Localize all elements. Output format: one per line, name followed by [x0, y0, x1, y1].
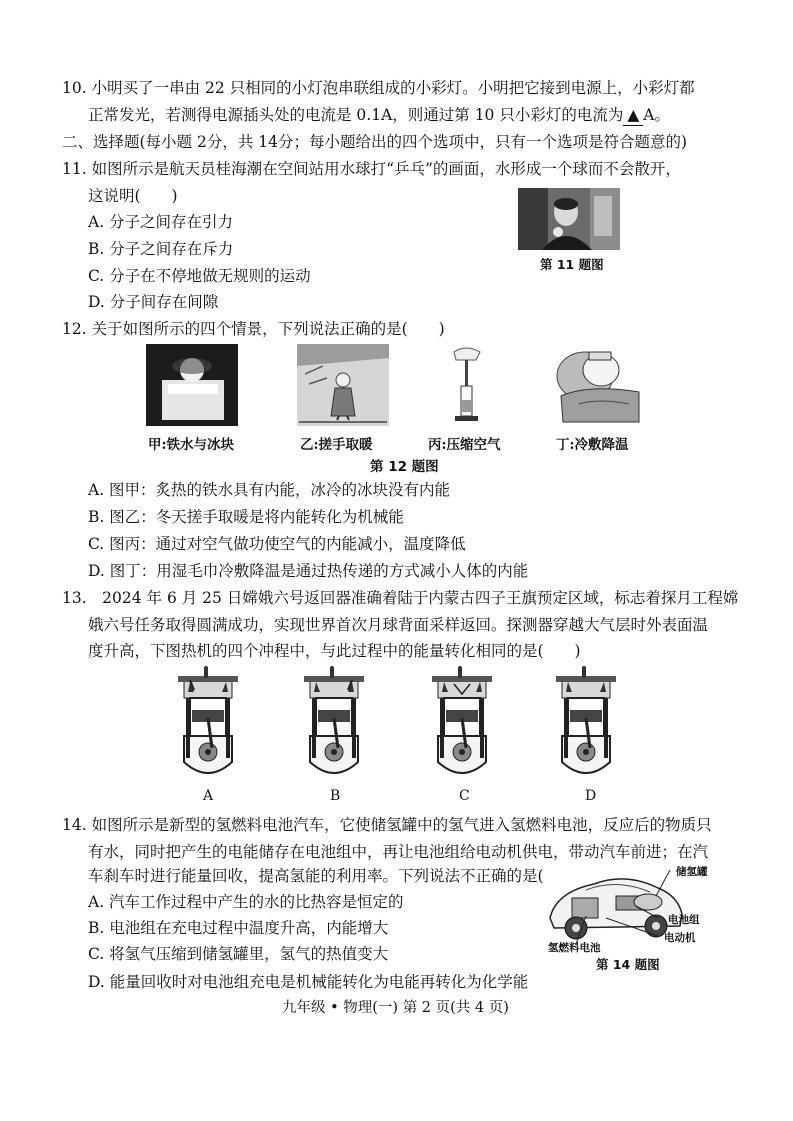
section-heading: 二、选择题(每小题 2分，共 14分；每小题给出的四个选项中，只有一个选项是符合题意的) — [62, 133, 688, 151]
q10-line-1: 10. 小明买了一串由 22 只相同的小灯泡串联组成的小彩灯。小明把它接到电源上，小彩灯都 — [62, 79, 695, 97]
q14-line-3: 车刹车时进行能量回收，提高氢能的利用率。下列说法不正确的是( — [88, 867, 544, 885]
q12-label-jia: 甲:铁水与冰块 — [148, 437, 234, 453]
q10-line-2-text: 正常发光，若测得电源插头处的电流是 0.1A，则通过第 10 只小彩灯的电流为 — [88, 106, 624, 124]
engine-stroke-a[interactable] — [178, 666, 238, 788]
q12-label-bing: 丙:压缩空气 — [428, 437, 501, 453]
q11-option-b[interactable]: B. 分子之间存在斥力 — [88, 240, 234, 258]
engine-label-b: B — [330, 788, 341, 804]
q11-option-c[interactable]: C. 分子在不停地做无规则的运动 — [88, 267, 311, 285]
q14-option-b[interactable]: B. 电池组在充电过程中温度升高，内能增大 — [88, 919, 389, 937]
q12-option-d[interactable]: D. 图丁：用湿毛巾冷敷降温是通过热传递的方式减小人体的内能 — [88, 562, 529, 580]
q14-option-d[interactable]: D. 能量回收时对电池组充电是机械能转化为电能再转化为化学能 — [88, 973, 529, 991]
cold-compress-drawing — [549, 344, 643, 426]
q10-line-2 — [88, 105, 670, 126]
astronaut-photo — [518, 188, 620, 250]
air-compression-drawing — [446, 344, 486, 426]
q12-option-c[interactable]: C. 图丙：通过对空气做功使空气的内能减小，温度降低 — [88, 535, 466, 553]
page-footer: 九年级 • 物理(一) 第 2 页(共 4 页) — [282, 1000, 509, 1016]
q12-option-a[interactable]: A. 图甲：炙热的铁水具有内能，冰冷的冰块没有内能 — [88, 481, 451, 499]
q11-option-d[interactable]: D. 分子间存在间隙 — [88, 293, 219, 311]
q11-option-a[interactable]: A. 分子之间存在引力 — [88, 213, 234, 231]
q13-line-3: 度升高，下图热机的四个冲程中，与此过程中的能量转化相同的是( ) — [88, 642, 581, 660]
q12-stem: 12. 关于如图所示的四个情景，下列说法正确的是( ) — [62, 320, 445, 338]
label-hydrogen-tank: 储氢罐 — [676, 866, 708, 878]
engine-label-c: C — [459, 788, 470, 804]
q11-line-2: 这说明( ) — [88, 187, 178, 205]
q14-option-a[interactable]: A. 汽车工作过程中产生的水的比热容是恒定的 — [88, 893, 404, 911]
q12-caption: 第 12 题图 — [370, 459, 439, 475]
label-electric-motor: 电动机 — [664, 932, 696, 944]
engine-label-a: A — [203, 788, 214, 804]
q14-caption: 第 14 题图 — [596, 957, 660, 972]
engine-stroke-b[interactable] — [304, 666, 364, 788]
q14-line-2: 有水，同时把产生的电能储存在电池组中，再让电池组给电动机供电，带动汽车前进；在汽 — [88, 843, 709, 861]
label-battery-pack: 电池组 — [668, 914, 700, 926]
engine-stroke-c[interactable] — [432, 666, 492, 788]
engine-label-d: D — [585, 788, 597, 804]
iron-and-ice-photo — [146, 344, 238, 426]
q11-line-1: 11. 如图所示是航天员桂海潮在空间站用水球打“乒乓”的画面，水形成一个球而不会散开， — [62, 160, 681, 178]
rubbing-hands-drawing — [297, 344, 389, 426]
answer-blank[interactable]: ▲ — [623, 105, 643, 126]
q13-line-2: 娥六号任务取得圆满成功，实现世界首次月球背面采样返回。探测器穿越大气层时外表面温 — [88, 616, 709, 634]
q14-option-c[interactable]: C. 将氢气压缩到储氢罐里，氢气的热值变大 — [88, 945, 389, 963]
q12-label-yi: 乙:搓手取暖 — [300, 437, 373, 453]
label-fuel-cell: 氢燃料电池 — [548, 942, 601, 954]
q12-option-b[interactable]: B. 图乙：冬天搓手取暖是将内能转化为机械能 — [88, 508, 404, 526]
q10-unit: A。 — [643, 106, 670, 124]
engine-stroke-d[interactable] — [556, 666, 616, 788]
q13-line-1: 13. 2024 年 6 月 25 日嫦娥六号返回器准确着陆于内蒙古四子王旗预定区域，标志着探月工程嫦 — [62, 589, 739, 607]
q14-line-1: 14. 如图所示是新型的氢燃料电池汽车，它使储氢罐中的氢气进入氢燃料电池，反应后的物质只 — [62, 816, 712, 834]
q11-caption: 第 11 题图 — [540, 257, 604, 272]
q12-label-ding: 丁:冷敷降温 — [556, 437, 629, 453]
